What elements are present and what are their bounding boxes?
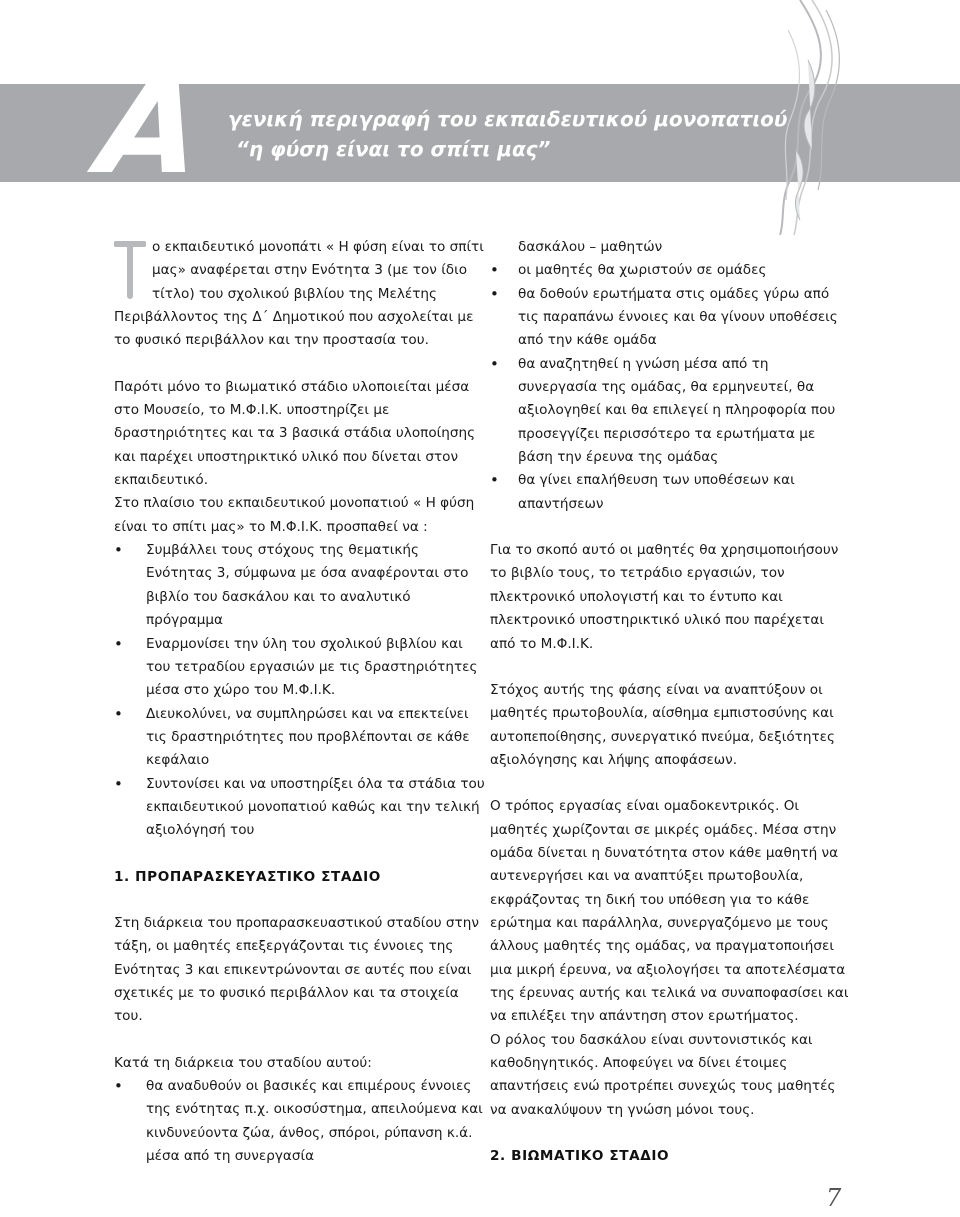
section-heading-1: 1. ΠΡΟΠΑΡΑΣΚΕΥΑΣΤΙΚΟ ΣΤΑΔΙΟ: [114, 868, 381, 885]
title-line-2: “η φύση είναι το σπίτι μας”: [236, 137, 551, 161]
stage-list: [114, 1075, 486, 1168]
dropcap-letter: [114, 238, 146, 302]
list-item: • θα αναδυθούν οι βασικές και επιμέρους έννοιες της ενότητας π.χ. οικοσύστημα, απειλούμενα και κινδυνεύοντα ζώα, άνθος, σπόροι, ρύπανση κ.ά. μέσα από τη συνεργασία: [114, 1075, 486, 1168]
goals-list: [114, 539, 486, 842]
intro-text: ο εκπαιδευτικό μονοπάτι « Η φύση είναι το σπίτι μας» αναφέρεται στην Ενότητα 3 (με τον ίδιο τίτλο) του σχολικού βιβλίου της Μελέτης Περιβάλλοντος της Δ΄ Δημοτικού που ασχολείται με το φυσικό περιβάλλον και την προστασία του.: [114, 239, 484, 349]
stage-list-continued: [490, 259, 850, 516]
list-item: • Συντονίσει και να υποστηρίξει όλα τα στάδια του εκπαιδευτικού μονοπατιού καθώς και την τελική αξιολόγησή του: [114, 773, 486, 843]
list-item: • Συμβάλλει τους στόχους της θεματικής Ενότητας 3, σύμφωνα με όσα αναφέρονται στο βιβλίο του δασκάλου και το αναλυτικό πρόγραμμα: [114, 539, 486, 632]
left-column: [114, 236, 486, 1168]
paragraph-resources: Για το σκοπό αυτό οι μαθητές θα χρησιμοποιήσουν το βιβλίο τους, το τετράδιο εργασιών, τον πλεκτρονικό υπολογιστή και το έντυπο και πλεκτρονικό υποστηρικτικό υλικό που παρέχεται από το Μ.Φ.Ι.Κ.: [490, 542, 839, 652]
list-item: • θα αναζητηθεί η γνώση μέσα από τη συνεργασία της ομάδας, θα ερμηνευτεί, θα αξιολογηθεί και θα επιλεγεί η πληροφορία που προσεγγίζει περισσότερο τα ερωτήματα με βάση την έρευνα της ομάδας: [490, 353, 850, 470]
page-title: [228, 104, 828, 164]
paragraph-preparatory: Στη διάρκεια του προπαρασκευαστικού σταδίου στην τάξη, οι μαθητές επεξεργάζονται τις έννοιες της Ενότητας 3 και επικεντρώνονται σε αυτές που είναι σχετικές με το φυσικό περιβάλλον και τα στοιχεία του.: [114, 914, 479, 1025]
paragraph-aim: Στόχος αυτής της φάσης είναι να αναπτύξουν οι μαθητές πρωτοβουλία, αίσθημα εμπιστοσύνης και αυτοπεποίθησης, συνεργατικό πνεύμα, δεξιότητες αξιολόγησης και λήψης αποφάσεων.: [490, 681, 835, 768]
list-item: • Διευκολύνει, να συμπληρώσει και να επεκτείνει τις δραστηριότητες που προβλέπονται σε κάθε κεφάλαιο: [114, 703, 486, 773]
list-item: • Εναρμονίσει την ύλη του σχολικού βιβλίου και του τετραδίου εργασιών με τις δραστηριότητες μέσα στο χώρο του Μ.Φ.Ι.Κ.: [114, 633, 486, 703]
list-item: • θα γίνει επαλήθευση των υποθέσεων και απαντήσεων: [490, 469, 850, 516]
continuation-text: δασκάλου – μαθητών: [518, 239, 663, 255]
title-line-1: γενική περιγραφή του εκπαιδευτικού μονοπατιού: [228, 107, 788, 131]
paragraph-path-goals-intro: Στο πλαίσιο του εκπαιδευτικού μονοπατιού « Η φύση είναι το σπίτι μας» το Μ.Φ.Ι.Κ. προσπαθεί να :: [114, 495, 475, 535]
section-letter: A: [92, 51, 209, 203]
paragraph-teacher-role: Ο ρόλος του δασκάλου είναι συντονιστικός και καθοδηγητικός. Αποφεύγει να δίνει έτοιμες απαντήσεις ενώ προτρέπει συνεχώς τους μαθητές να ανακαλύψουν τη γνώση μόνοι τους.: [490, 1031, 836, 1118]
page-number: 7: [826, 1184, 842, 1212]
right-column: [490, 236, 850, 1168]
list-item: • οι μαθητές θα χωριστούν σε ομάδες: [490, 259, 850, 282]
section-heading-2: 2. ΒΙΩΜΑΤΙΚΟ ΣΤΑΔΙΟ: [490, 1148, 670, 1165]
paragraph-work-method: Ο τρόπος εργασίας είναι ομαδοκεντρικός. Οι μαθητές χωρίζονται σε μικρές ομάδες. Μέσα στην ομάδα δίνεται η δυνατότητα στον κάθε μαθητή να αυτενεργήσει και να αναπτύξει πρωτοβουλία, εκφράζοντας τη δική του υπόθεση για το κάθε ερώτημα και παράλληλα, συνεργαζόμενο με τους άλλους μαθητές της ομάδας, να πραγματοποιήσει μια μικρή έρευνα, να αξιολογήσει τα αποτελέσματα της έρευνας αυτής και τελικά να συναποφασίσει και να επιλέξει την απάντηση στον ερωτήματος.: [490, 798, 849, 1025]
decorative-swirl-ornament: [760, 0, 850, 235]
list-item: • θα δοθούν ερωτήματα στις ομάδες γύρω από τις παραπάνω έννοιες και θα γίνουν υποθέσεις από την κάθε ομάδα: [490, 283, 850, 353]
paragraph-during-stage: Κατά τη διάρκεια του σταδίου αυτού:: [114, 1054, 372, 1071]
paragraph-museum-support: Παρότι μόνο το βιωματικό στάδιο υλοποιείται μέσα στο Μουσείο, το Μ.Φ.Ι.Κ. υποστηρίζει με δραστηριότητες και τα 3 βασικά στάδια υλοποίησης και παρέχει υποστηρικτικό υλικό που δίνεται στον εκπαιδευτικό.: [114, 378, 476, 489]
intro-paragraph: [114, 236, 486, 353]
